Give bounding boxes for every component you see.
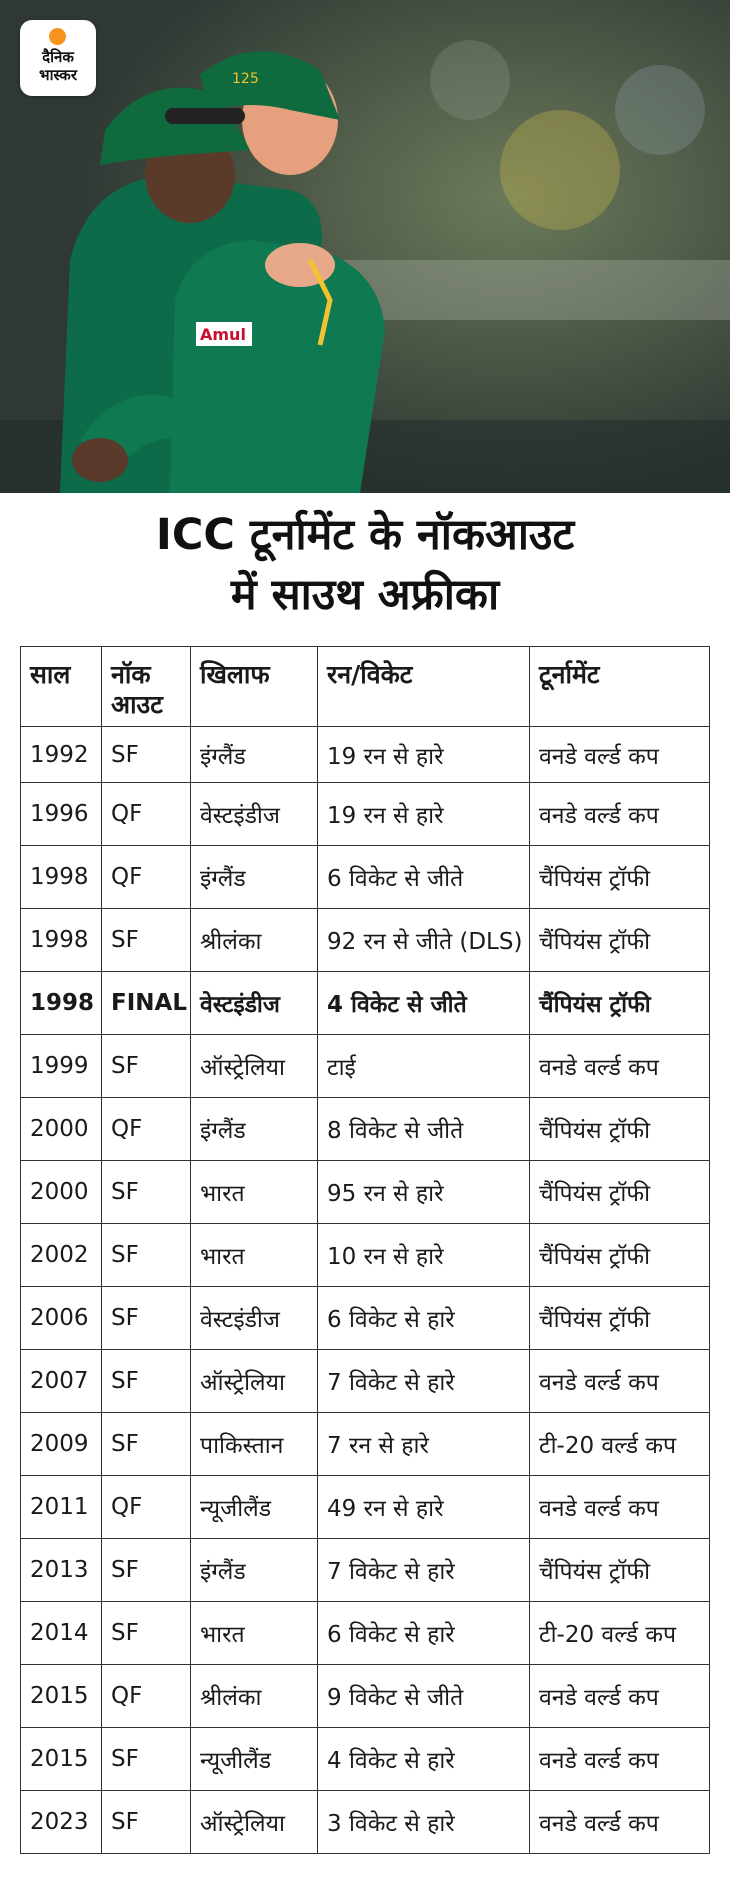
cell-result: 4 विकेट से जीते bbox=[318, 972, 530, 1035]
cell-tournament: चैंपियंस ट्रॉफी bbox=[530, 1539, 710, 1602]
cell-result: 19 रन से हारे bbox=[318, 783, 530, 846]
hero-photo bbox=[0, 0, 730, 493]
table-row bbox=[21, 1224, 710, 1287]
table-row bbox=[21, 1035, 710, 1098]
cell-result: 49 रन से हारे bbox=[318, 1476, 530, 1539]
cell-opponent: वेस्टइंडीज bbox=[191, 972, 318, 1035]
table-row bbox=[21, 1665, 710, 1728]
cell-year: 2000 bbox=[21, 1098, 102, 1161]
cell-result: 6 विकेट से जीते bbox=[318, 846, 530, 909]
cell-opponent: न्यूजीलैंड bbox=[191, 1728, 318, 1791]
table-row bbox=[21, 1602, 710, 1665]
header-opponent: खिलाफ bbox=[191, 647, 318, 727]
cell-tournament: टी-20 वर्ल्ड कप bbox=[530, 1413, 710, 1476]
cell-tournament: वनडे वर्ल्ड कप bbox=[530, 1665, 710, 1728]
cell-round: SF bbox=[102, 909, 191, 972]
cell-tournament: टी-20 वर्ल्ड कप bbox=[530, 1602, 710, 1665]
page-title bbox=[0, 505, 730, 625]
cell-tournament: चैंपियंस ट्रॉफी bbox=[530, 846, 710, 909]
cell-result: 8 विकेट से जीते bbox=[318, 1098, 530, 1161]
cell-year: 2013 bbox=[21, 1539, 102, 1602]
cell-year: 2000 bbox=[21, 1161, 102, 1224]
cell-opponent: पाकिस्तान bbox=[191, 1413, 318, 1476]
cell-opponent: इंग्लैंड bbox=[191, 1539, 318, 1602]
cell-result: 92 रन से जीते (DLS) bbox=[318, 909, 530, 972]
cell-year: 2015 bbox=[21, 1728, 102, 1791]
cell-tournament: वनडे वर्ल्ड कप bbox=[530, 1035, 710, 1098]
cell-opponent: भारत bbox=[191, 1224, 318, 1287]
cell-opponent: वेस्टइंडीज bbox=[191, 1287, 318, 1350]
table-row bbox=[21, 1350, 710, 1413]
header-result: रन/विकेट bbox=[318, 647, 530, 727]
cell-tournament: चैंपियंस ट्रॉफी bbox=[530, 1287, 710, 1350]
logo-sun-icon bbox=[49, 28, 66, 45]
logo-line-1: दैनिक bbox=[42, 48, 74, 66]
cell-round: QF bbox=[102, 783, 191, 846]
cell-opponent: ऑस्ट्रेलिया bbox=[191, 1791, 318, 1854]
cell-opponent: न्यूजीलैंड bbox=[191, 1476, 318, 1539]
cell-tournament: वनडे वर्ल्ड कप bbox=[530, 1728, 710, 1791]
cell-result: 10 रन से हारे bbox=[318, 1224, 530, 1287]
cell-round: QF bbox=[102, 846, 191, 909]
dainik-bhaskar-logo bbox=[20, 20, 96, 96]
header-year: साल bbox=[21, 647, 102, 727]
cell-year: 1992 bbox=[21, 727, 102, 783]
cell-opponent: इंग्लैंड bbox=[191, 846, 318, 909]
cell-result: 9 विकेट से जीते bbox=[318, 1665, 530, 1728]
cell-year: 2009 bbox=[21, 1413, 102, 1476]
table-row bbox=[21, 1287, 710, 1350]
cell-tournament: वनडे वर्ल्ड कप bbox=[530, 727, 710, 783]
cell-tournament: वनडे वर्ल्ड कप bbox=[530, 783, 710, 846]
cell-result: 7 विकेट से हारे bbox=[318, 1350, 530, 1413]
cell-result: 19 रन से हारे bbox=[318, 727, 530, 783]
table-row bbox=[21, 972, 710, 1035]
cell-tournament: चैंपियंस ट्रॉफी bbox=[530, 972, 710, 1035]
logo-line-2: भास्कर bbox=[39, 66, 77, 84]
cell-tournament: चैंपियंस ट्रॉफी bbox=[530, 1224, 710, 1287]
table-row bbox=[21, 783, 710, 846]
cell-round: SF bbox=[102, 727, 191, 783]
header-tournament: टूर्नामेंट bbox=[530, 647, 710, 727]
table-header-row bbox=[21, 647, 710, 727]
cell-tournament: चैंपियंस ट्रॉफी bbox=[530, 909, 710, 972]
players-hug-illustration bbox=[0, 0, 730, 493]
cell-result: 6 विकेट से हारे bbox=[318, 1287, 530, 1350]
table-row bbox=[21, 1791, 710, 1854]
cell-year: 2006 bbox=[21, 1287, 102, 1350]
cell-result: 7 रन से हारे bbox=[318, 1413, 530, 1476]
title-line-1: ICC टूर्नामेंट के नॉकआउट bbox=[155, 510, 575, 560]
sponsor-logo: Amul bbox=[200, 325, 246, 344]
table-row bbox=[21, 846, 710, 909]
cell-opponent: इंग्लैंड bbox=[191, 1098, 318, 1161]
cell-year: 1998 bbox=[21, 846, 102, 909]
table-row bbox=[21, 727, 710, 783]
cell-tournament: वनडे वर्ल्ड कप bbox=[530, 1476, 710, 1539]
table-row bbox=[21, 909, 710, 972]
cell-year: 2011 bbox=[21, 1476, 102, 1539]
header-knockout: नॉक आउट bbox=[102, 647, 191, 727]
cell-opponent: वेस्टइंडीज bbox=[191, 783, 318, 846]
table-row bbox=[21, 1098, 710, 1161]
cap-number: 125 bbox=[232, 71, 259, 87]
cell-round: SF bbox=[102, 1413, 191, 1476]
cell-tournament: वनडे वर्ल्ड कप bbox=[530, 1791, 710, 1854]
cell-year: 1998 bbox=[21, 972, 102, 1035]
cell-opponent: श्रीलंका bbox=[191, 909, 318, 972]
knockout-table bbox=[20, 646, 710, 1854]
cell-round: SF bbox=[102, 1035, 191, 1098]
cell-opponent: भारत bbox=[191, 1161, 318, 1224]
cell-round: QF bbox=[102, 1665, 191, 1728]
cell-round: SF bbox=[102, 1791, 191, 1854]
table-row bbox=[21, 1476, 710, 1539]
cell-opponent: इंग्लैंड bbox=[191, 727, 318, 783]
cell-year: 2014 bbox=[21, 1602, 102, 1665]
cell-result: 4 विकेट से हारे bbox=[318, 1728, 530, 1791]
cell-tournament: चैंपियंस ट्रॉफी bbox=[530, 1098, 710, 1161]
cell-year: 1999 bbox=[21, 1035, 102, 1098]
cell-year: 2002 bbox=[21, 1224, 102, 1287]
cell-result: 3 विकेट से हारे bbox=[318, 1791, 530, 1854]
cell-opponent: ऑस्ट्रेलिया bbox=[191, 1350, 318, 1413]
cell-round: QF bbox=[102, 1476, 191, 1539]
cell-round: SF bbox=[102, 1287, 191, 1350]
cell-year: 2023 bbox=[21, 1791, 102, 1854]
cell-result: 95 रन से हारे bbox=[318, 1161, 530, 1224]
cell-round: SF bbox=[102, 1539, 191, 1602]
cell-result: 6 विकेट से हारे bbox=[318, 1602, 530, 1665]
cell-round: SF bbox=[102, 1224, 191, 1287]
cell-year: 1996 bbox=[21, 783, 102, 846]
cell-round: SF bbox=[102, 1350, 191, 1413]
cell-result: टाई bbox=[318, 1035, 530, 1098]
cell-round: SF bbox=[102, 1602, 191, 1665]
title-line-2: में साउथ अफ्रीका bbox=[230, 570, 500, 620]
cell-year: 2015 bbox=[21, 1665, 102, 1728]
cell-year: 1998 bbox=[21, 909, 102, 972]
cell-tournament: चैंपियंस ट्रॉफी bbox=[530, 1161, 710, 1224]
cell-year: 2007 bbox=[21, 1350, 102, 1413]
cell-opponent: भारत bbox=[191, 1602, 318, 1665]
cell-opponent: ऑस्ट्रेलिया bbox=[191, 1035, 318, 1098]
table-row bbox=[21, 1413, 710, 1476]
table-row bbox=[21, 1728, 710, 1791]
cell-round: SF bbox=[102, 1161, 191, 1224]
cell-opponent: श्रीलंका bbox=[191, 1665, 318, 1728]
cell-tournament: वनडे वर्ल्ड कप bbox=[530, 1350, 710, 1413]
cell-round: QF bbox=[102, 1098, 191, 1161]
cell-round: FINAL bbox=[102, 972, 191, 1035]
cell-round: SF bbox=[102, 1728, 191, 1791]
cell-result: 7 विकेट से हारे bbox=[318, 1539, 530, 1602]
table-row bbox=[21, 1161, 710, 1224]
table-row bbox=[21, 1539, 710, 1602]
